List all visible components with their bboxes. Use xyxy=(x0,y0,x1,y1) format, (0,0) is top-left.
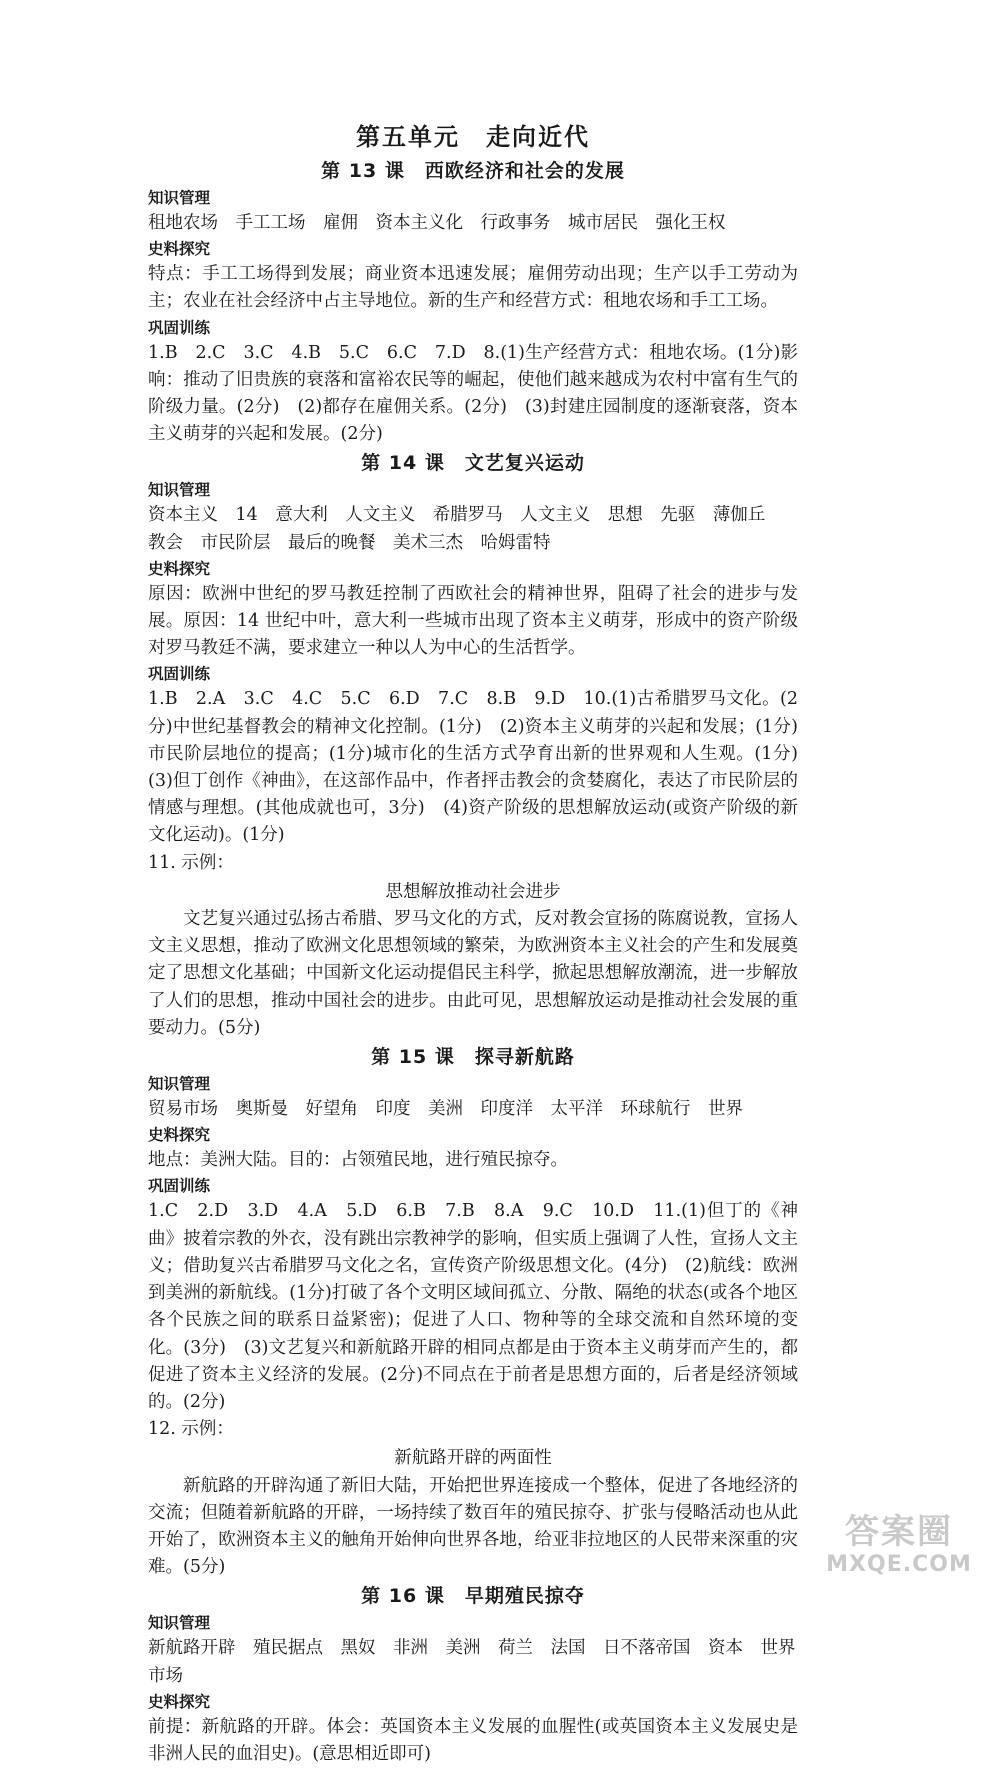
section-label-knowledge: 知识管理 xyxy=(148,189,211,207)
knowledge-terms: 租地农场 手工工场 雇佣 资本主义化 行政事务 城市居民 强化王权 xyxy=(148,213,726,233)
lesson-title: 第 15 课 探寻新航路 xyxy=(371,1046,575,1069)
essay-text: 新航路的开辟沟通了新旧大陆，开始把世界连接成一个整体，促进了各地经济的交流；但随着新航路的开辟，一场持续了数百年的殖民掠夺、扩张与侵略活动也从此开始了，欧洲资本主义的触角开始伸向世界各地，给亚非拉地区的人民带来深重的灾难。(5分) xyxy=(148,1475,798,1578)
essay-text: 文艺复兴通过弘扬古希腊、罗马文化的方式，反对教会宣扬的陈腐说教，宣扬人文主义思想，推动了欧洲文化思想领域的繁荣，为欧洲资本主义社会的产生和发展奠定了思想文化基础；中国新文化运动提倡民主科学，掀起思想解放潮流，进一步解放了人们的思想，推动中国社会的进步。由此可见，思想解放运动是推动社会发展的重要动力。(5分) xyxy=(148,909,798,1038)
section-label-sources: 史料探究 xyxy=(148,559,211,578)
knowledge-terms: 资本主义 14 意大利 人文主义 希腊罗马 人文主义 思想 先驱 薄伽丘 教会 市民阶层 最后的晚餐 美术三杰 哈姆雷特 xyxy=(148,505,783,553)
practice-answers: 1.C 2.D 3.D 4.A 5.D 6.B 7.B 8.A 9.C 10.D 11.(1)但丁的《神曲》披着宗教的外衣，没有跳出宗教神学的影响，但实质上强调了人性，宣扬人文主义；借助复兴古希腊罗马文化之名，宣传资产阶级思想文化。(4分) (2)航线：欧洲到美洲的新航线。(1分)打破了各个文明区域间孤立、分散、隔绝的状态(或各个地区各个民族之间的联系日益紧密)；促进了人口、物种等的全球交流和自然环境的变化。(3分) (3)文艺复兴和新航路开辟的相同点都是由于资本主义萌芽而产生的，都促进了资本主义经济的发展。(2分)不同点在于前者是思想方面的，后者是经济领域的。(2分) xyxy=(148,1201,798,1412)
watermark-logo-text: 答案圈 xyxy=(845,1512,953,1552)
lesson-16 xyxy=(148,1581,798,1768)
sources-answer: 前提：新航路的开辟。体会：英国资本主义发展的血腥性(或英国资本主义发展史是非洲人民的血泪史)。(意思相近即可) xyxy=(148,1716,798,1764)
example-label: 12. 示例： xyxy=(148,1419,234,1440)
section-label-practice: 巩固训练 xyxy=(148,1177,211,1196)
example-label: 11. 示例： xyxy=(148,852,234,873)
section-label-knowledge: 知识管理 xyxy=(148,1614,211,1633)
knowledge-terms: 新航路开辟 殖民据点 黑奴 非洲 美洲 荷兰 法国 日不落帝国 资本 世界市场 xyxy=(148,1638,796,1686)
essay-title: 新航路开辟的两面性 xyxy=(394,1448,552,1469)
unit-title: 第五单元 走向近代 xyxy=(356,123,590,151)
section-label-knowledge: 知识管理 xyxy=(148,481,211,500)
section-label-practice: 巩固训练 xyxy=(148,318,211,337)
site-watermark xyxy=(824,1512,974,1582)
essay-title: 思想解放推动社会进步 xyxy=(385,881,561,902)
lesson-title: 第 13 课 西欧经济和社会的发展 xyxy=(321,160,625,182)
lesson-title: 第 16 课 早期殖民掠夺 xyxy=(361,1585,585,1608)
sources-answer: 特点：手工工场得到发展；商业资本迅速发展；雇佣劳动出现；生产以手工劳动为主；农业在社会经济中占主导地位。新的生产和经营方式：租地农场和手工工场。 xyxy=(148,264,798,312)
section-label-sources: 史料探究 xyxy=(148,1692,211,1711)
lesson-15 xyxy=(148,1042,798,1581)
section-label-practice: 巩固训练 xyxy=(148,665,211,684)
lesson-14 xyxy=(148,448,816,1042)
lesson-13 xyxy=(148,156,798,448)
section-label-sources: 史料探究 xyxy=(148,240,211,259)
practice-answers: 1.B 2.A 3.C 4.C 5.C 6.D 7.C 8.B 9.D 10.(1)古希腊罗马文化。(2分)中世纪基督教会的精神文化控制。(1分) (2)资本主义萌芽的兴起和发展；(1分)市民阶层地位的提高；(1分)城市化的生活方式孕育出新的世界观和人生观。(1分) (3)但丁创作《神曲》，在这部作品中，作者抨击教会的贪婪腐化，表达了市民阶层的情感与理想。(其他成就也可，3分) (4)资产阶级的思想解放运动(或资产阶级的新文化运动)。(1分) xyxy=(148,689,816,846)
watermark-url: MXQE.COM xyxy=(826,1552,972,1577)
section-label-knowledge: 知识管理 xyxy=(148,1075,211,1094)
sources-answer: 原因：欧洲中世纪的罗马教廷控制了西欧社会的精神世界，阻碍了社会的进步与发展。原因：14 世纪中叶，意大利一些城市出现了资本主义萌芽，形成中的资产阶级对罗马教廷不满，要求建立一种以人为中心的生活哲学。 xyxy=(148,583,799,659)
lesson-title: 第 14 课 文艺复兴运动 xyxy=(361,452,585,475)
knowledge-terms: 贸易市场 奥斯曼 好望角 印度 美洲 印度洋 太平洋 环球航行 世界 xyxy=(148,1099,743,1120)
practice-answers: 1.B 2.C 3.C 4.B 5.C 6.C 7.D 8.(1)生产经营方式：租地农场。(1分)影响：推动了旧贵族的衰落和富裕农民等的崛起，使他们越来越成为农村中富有生气的阶级力量。(2分) (2)都存在雇佣关系。(2分) (3)封建庄园制度的逐渐衰落，资本主义萌芽的兴起和发展。(2分) xyxy=(148,342,798,445)
sources-answer: 地点：美洲大陆。目的：占领殖民地，进行殖民掠夺。 xyxy=(148,1150,568,1171)
section-label-sources: 史料探究 xyxy=(148,1126,211,1145)
answer-page xyxy=(148,118,816,1768)
